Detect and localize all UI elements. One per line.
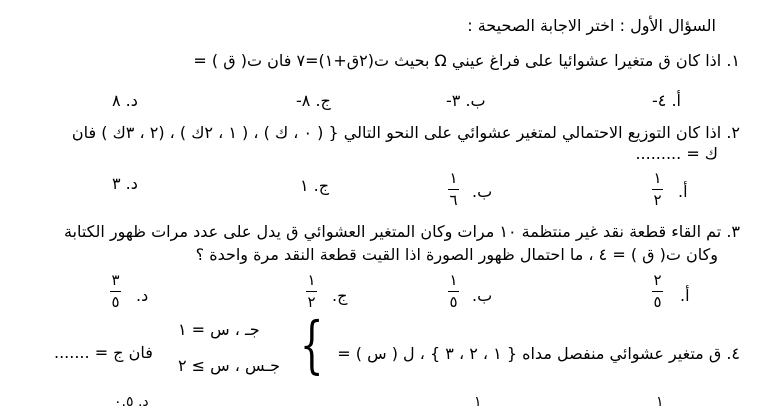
- q1-option-b: ب. ٣-: [446, 91, 486, 110]
- q2-option-b-label: ب.: [472, 182, 493, 201]
- q2-option-a-fraction: [652, 170, 663, 209]
- fraction-bar: [306, 291, 317, 292]
- q3-option-d-label: د.: [136, 286, 149, 305]
- q2-option-b-denominator: ٦: [449, 191, 458, 209]
- q3-option-c-numerator: ١: [307, 271, 316, 289]
- question-3-text-line2: وكان ت( ق ) = ٤ ، ما احتمال ظهور الصورة اذا القيت قطعة النقد مرة واحدة ؟: [195, 245, 718, 264]
- q4-option-a-partial: ١: [656, 394, 664, 410]
- q3-option-d-numerator: ٣: [111, 271, 120, 289]
- section-heading: السؤال الأول : اختر الاجابة الصحيحة :: [467, 16, 716, 35]
- q3-option-b-fraction: [448, 272, 459, 311]
- q3-option-a-label: أ.: [680, 286, 690, 305]
- q2-option-a-numerator: ١: [653, 169, 662, 187]
- question-4-text: ٤. ق متغير عشوائي منفصل مداه { ١ ، ٢ ، ٣ } ، ل ( س ) =: [337, 344, 740, 363]
- q2-option-a-denominator: ٢: [653, 191, 662, 209]
- question-2-text: ٢. اذا كان التوزيع الاحتمالي لمتغير عشوائي على النحو التالي { ( ٠ ، ك ) ، ( ١ ، ٢ك ) ، (٢ ، ٣ك ) فان: [71, 123, 740, 142]
- q3-option-b-label: ب.: [472, 286, 493, 305]
- q3-option-d-fraction: [110, 272, 121, 311]
- q4-tail: فان ج = .......: [54, 343, 153, 362]
- q2-option-b-fraction: [448, 170, 459, 209]
- piecewise-brace: {: [299, 308, 324, 381]
- fraction-bar: [110, 291, 121, 292]
- fraction-bar: [448, 189, 459, 190]
- q1-option-d: د. ٨: [112, 91, 138, 110]
- q2-option-a-label: أ.: [678, 182, 688, 201]
- q4-option-b-partial: ١: [474, 394, 482, 410]
- fraction-bar: [652, 291, 663, 292]
- q3-option-a-numerator: ٢: [653, 271, 662, 289]
- q3-option-a-fraction: [652, 272, 663, 311]
- q2-option-d: د. ٣: [112, 174, 138, 193]
- q3-option-b-denominator: ٥: [449, 293, 458, 311]
- question-3-text: ٣. تم القاء قطعة نقد غير منتظمة ١٠ مرات وكان المتغير العشوائي ق يدل على عدد مرات ظهور الكتابة: [63, 222, 740, 241]
- q3-option-c-label: ج.: [332, 286, 348, 305]
- q4-case-1: جـ ، س = ١: [178, 320, 260, 339]
- q3-option-c-fraction: [306, 272, 317, 311]
- q3-option-c-denominator: ٢: [307, 293, 316, 311]
- q1-option-c: ج. ٨-: [296, 91, 331, 110]
- question-1-text: ١. اذا كان ق متغيرا عشوائيا على فراغ عيني Ω بحيث ت(٢ق+١)=٧ فان ت( ق ) =: [193, 51, 740, 70]
- q4-option-d-partial: د. ٠.٥: [114, 394, 149, 410]
- q3-option-d-denominator: ٥: [111, 293, 120, 311]
- fraction-bar: [652, 189, 663, 190]
- question-2-text-line2: ك = .........: [635, 144, 718, 163]
- q2-option-b-numerator: ١: [449, 169, 458, 187]
- fraction-bar: [448, 291, 459, 292]
- q4-case-2: جـس ، س ≥ ٢: [178, 356, 281, 375]
- q1-option-a: أ. ٤-: [652, 91, 681, 110]
- q3-option-b-numerator: ١: [449, 271, 458, 289]
- q3-option-a-denominator: ٥: [653, 293, 662, 311]
- q2-option-c: ج. ١: [300, 176, 330, 195]
